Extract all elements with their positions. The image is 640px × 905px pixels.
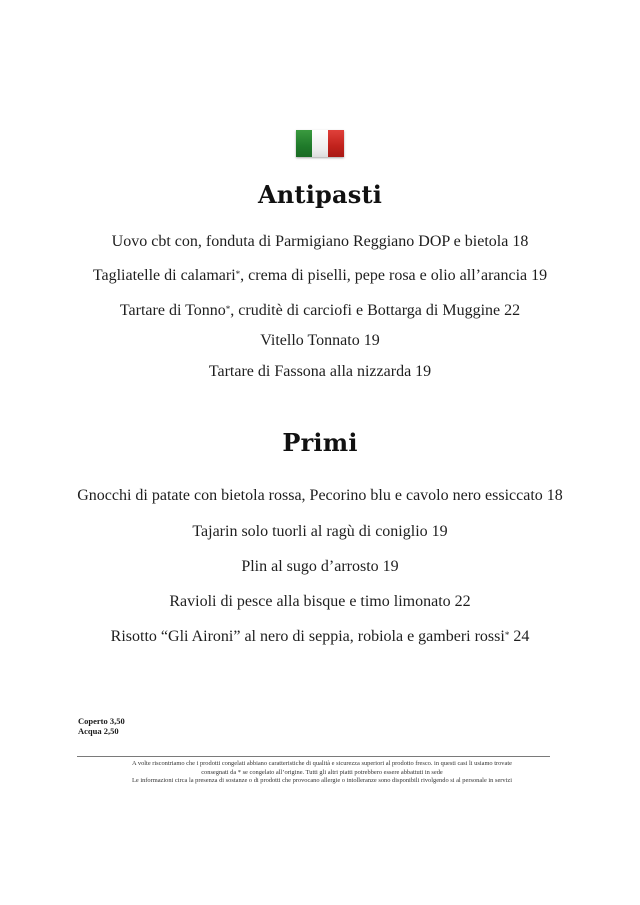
menu-item-text: Risotto “Gli Aironi” al nero di seppia, robiola e gamberi rossi (110, 628, 505, 645)
footnote-line-allergens: Le informazioni circa la presenza di sostanze o di prodotti che provocano allergie o intolleranze sono disponibili rivolgendo si al personale in servizi (131, 777, 512, 785)
coperto-price: Coperto 3,50 (78, 716, 125, 726)
frozen-marker: * (225, 304, 231, 314)
footnote (77, 760, 567, 786)
menu-item: Uovo cbt con, fonduta di Parmigiano Reggiano DOP e bietola 18 (111, 233, 529, 250)
section-title-primi: Primi (282, 428, 358, 457)
section-title-antipasti: Antipasti (257, 180, 383, 209)
extras-block (78, 716, 125, 736)
footnote-line-marker: consegnati da * se congelato all’origine. Tutti gli altri piatti potrebbero essere abbattuti in sede (201, 768, 443, 776)
frozen-marker: * (235, 269, 241, 279)
menu-item: Tajarin solo tuorli al ragù di coniglio 19 (192, 523, 448, 540)
menu-item-text: 24 (509, 628, 530, 645)
menu-item (0, 267, 640, 285)
menu-item-text: Tartare di Tonno (119, 302, 226, 319)
menu-item: Plin al sugo d’arrosto 19 (241, 558, 399, 575)
menu-item (0, 302, 640, 320)
footnote-line-frozen: A volte riscontriamo che i prodotti congelati abbiano caratteristiche di qualità e sicurezza superiori al prodotto fresco. in questi casi li usiamo trovate (132, 760, 512, 767)
acqua-price: Acqua 2,50 (78, 726, 119, 736)
flag-green-band (296, 130, 312, 157)
menu-item-text: Tagliatelle di calamari (92, 267, 236, 284)
menu-item-text: , crema di piselli, pepe rosa e olio all’arancia 19 (240, 267, 548, 284)
menu-item: Ravioli di pesce alla bisque e timo limonato 22 (169, 593, 471, 610)
flag-red-band (328, 130, 344, 157)
menu-item: Vitello Tonnato 19 (260, 332, 380, 349)
menu-item (0, 628, 640, 646)
menu-item: Tartare di Fassona alla nizzarda 19 (208, 363, 432, 380)
menu-item: Gnocchi di patate con bietola rossa, Pecorino blu e cavolo nero essiccato 18 (77, 487, 563, 504)
italian-flag-icon (296, 130, 344, 157)
flag-white-band (312, 130, 328, 157)
footnote-divider (77, 756, 550, 757)
menu-item-text: , cruditè di carciofi e Bottarga di Muggine 22 (230, 302, 521, 319)
frozen-marker: * (504, 630, 510, 640)
